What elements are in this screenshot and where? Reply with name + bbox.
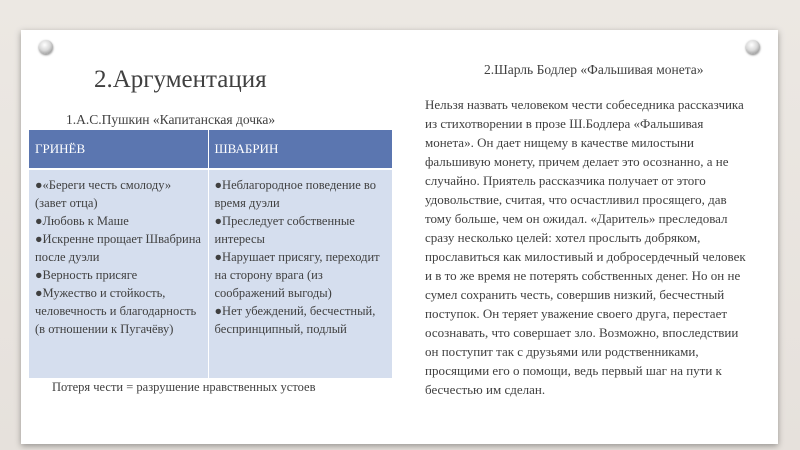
- list-item: ●Любовь к Маше: [35, 214, 129, 228]
- list-item: ●Искренне прощает Швабрина после дуэли: [35, 232, 201, 264]
- header-grinev: ГРИНЁВ: [29, 130, 208, 169]
- slide-title: 2.Аргументация: [94, 66, 267, 93]
- table-header-row: [29, 130, 392, 169]
- list-item: ●Верность присяге: [35, 268, 138, 282]
- list-item: ●Нет убеждений, бесчестный, беспринципный, подлый: [214, 304, 376, 336]
- comparison-table: [29, 130, 393, 378]
- shvabrin-traits-cell: [208, 169, 392, 378]
- pushpin-icon: [39, 40, 53, 54]
- grinev-traits-cell: [29, 169, 208, 378]
- pushpin-icon: [746, 40, 760, 54]
- right-subtitle: 2.Шарль Бодлер «Фальшивая монета»: [484, 62, 704, 77]
- list-item: ●Мужество и стойкость, человечность и благодарность (в отношении к Пугачёву): [35, 286, 197, 336]
- table-row: [29, 169, 392, 378]
- list-item: ●«Береги честь смолоду» (завет отца): [35, 178, 172, 210]
- list-item: ●Преследует собственные интересы: [214, 214, 355, 246]
- argument-paragraph: Нельзя назвать человеком чести собеседника рассказчика из стихотворении в прозе Ш.Бодлера «Фальшивая монета». Он дает нищему в качестве милостыни фальшивую монету, причем делает это осознанно, а не случайно. Приятель рассказчика получает от этого удовольствие, считая, что осчастливил просящего, дав тому больше, чем он ожидал. «Даритель» преследовал сразу несколько целей: хотел прослыть добряком, прославиться как милостивый и добросердечный человек и в то же время не потерять собственных денег. Но он не сумел сохранить честь, совершив низкий, бесчестный поступок. Он теряет уважение своего друга, перестает осознавать, что совершает зло. Возможно, впоследствии он поступит так с друзьями или родственниками, просящими его о помощи, ведь первый шаг на пути к бесчестью им сделан.: [425, 97, 746, 397]
- left-subtitle: 1.А.С.Пушкин «Капитанская дочка»: [66, 112, 276, 127]
- list-item: ●Нарушает присягу, переходит на сторону врага (из соображений выгоды): [214, 250, 380, 300]
- list-item: ●Неблагородное поведение во время дуэли: [214, 178, 376, 210]
- header-shvabrin: ШВАБРИН: [208, 130, 392, 169]
- conclusion-note: Потеря чести = разрушение нравственных устоев: [52, 380, 316, 394]
